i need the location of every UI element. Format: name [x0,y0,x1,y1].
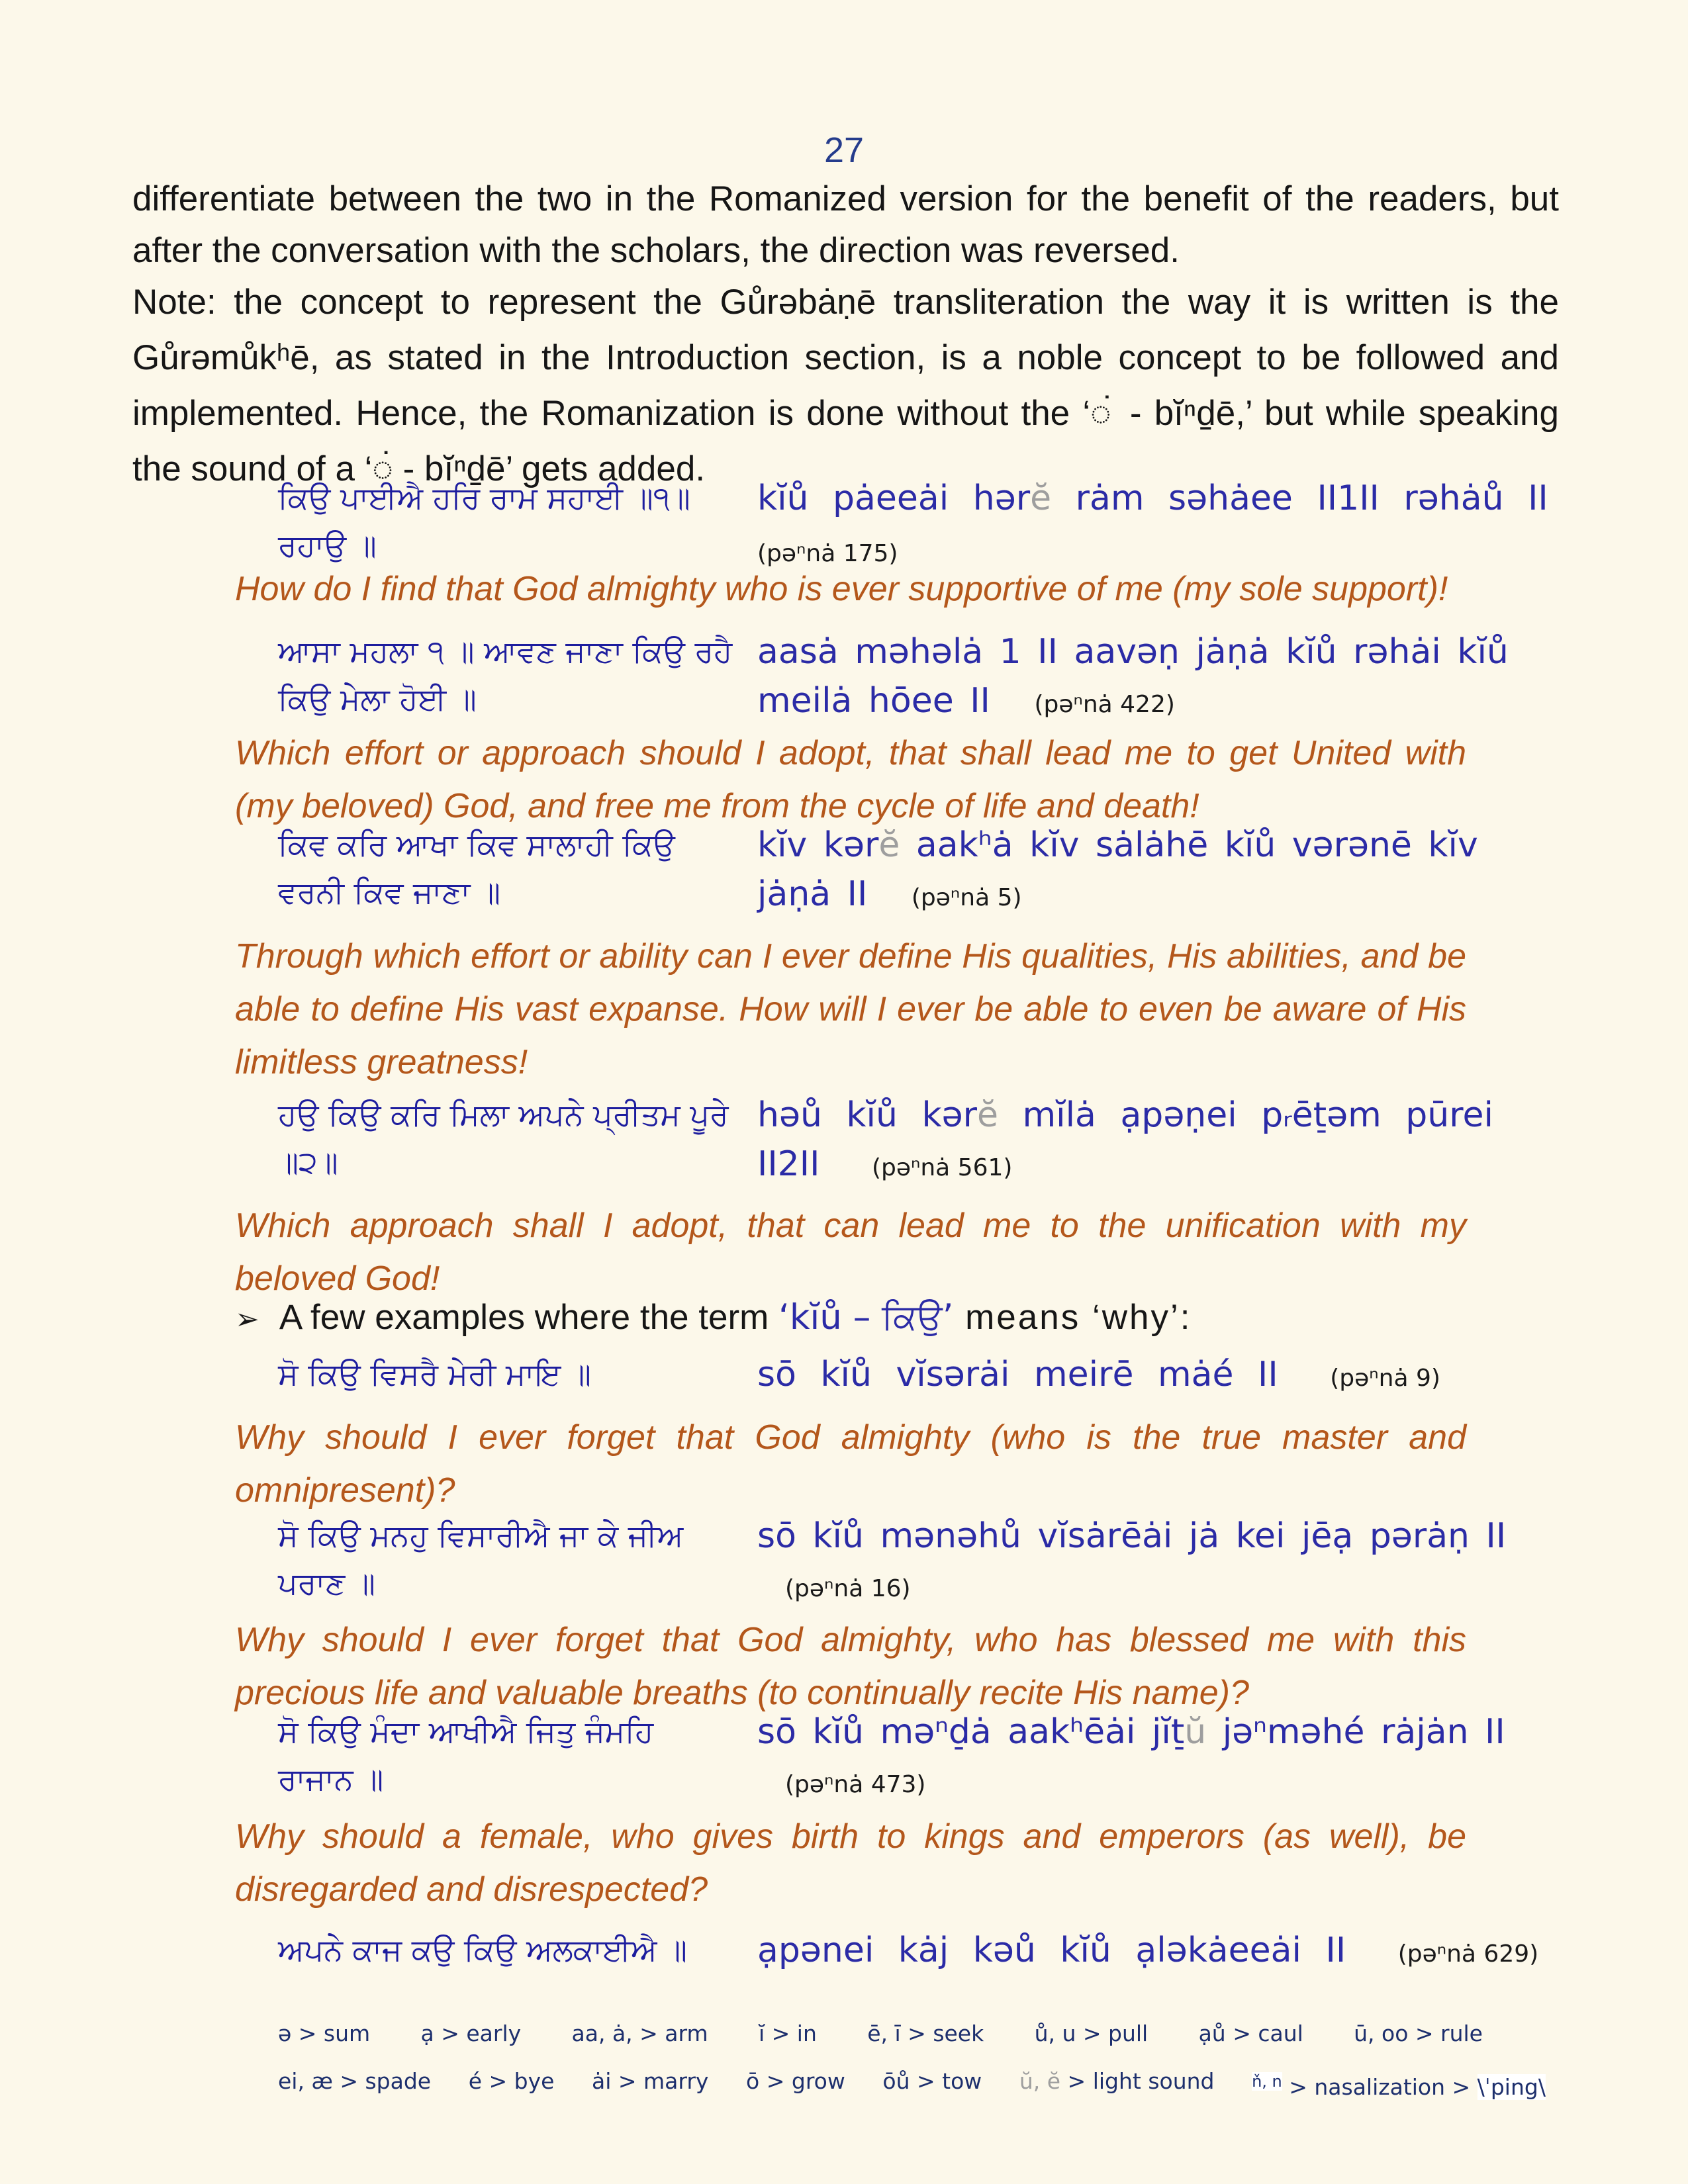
gurmukhi-text: ਕਿਉ ਪਾਈਐ ਹਰਿ ਰਾਮ ਸਹਾਈ ॥੧॥ ਰਹਾਉ ॥ [278,480,690,563]
roman-transliteration [757,821,1559,923]
roman-transliteration [757,1707,1559,1809]
verse-block [278,821,1559,923]
verse-block [278,1512,1559,1614]
roman-text: kĭv kərĕ aakʰȧ kĭv sȧlȧhē kĭů vərənē kĭv jȧṇȧ II [757,825,1478,914]
roman-transliteration [757,1091,1559,1193]
legend-item: ŭ, ĕ > light sound [1019,2068,1215,2094]
body-paragraph: differentiate between the two in the Romanized version for the benefit of the readers, but after the conversation with the scholars, the direction was reversed. [132,179,1559,270]
note-paragraph: Note: the concept to represent the Gůrəbȧṇē transliteration the way it is written is the Gůrəmůkʰē, as stated in the Introduction section, is a noble concept to be followed and implemented. Hence, the Romanization is done without the ‘◌̇ - bĭⁿd̠ē,’ but while speaking the sound of a ‘◌̇ - bĭⁿd̠ē’ gets added. [132,283,1559,488]
bullet-term: ‘kĭů – ਕਿਉ’ [778,1297,954,1338]
legend-item: ōů > tow [882,2068,982,2094]
panna-ref: (pəⁿnȧ 175) [757,540,898,567]
roman-text: sō kĭů mənəhů vĭsȧrēȧi jȧ kei jēạ pərȧṇ II [757,1516,1507,1556]
legend-item: ạ > early [420,2021,522,2046]
legend-item: ū, oo > rule [1354,2021,1483,2046]
roman-transliteration [757,1512,1559,1614]
legend-item: ə > sum [278,2021,371,2046]
gurmukhi-text: ਸੋ ਕਿਉ ਵਿਸਰੈ ਮੇਰੀ ਮਾਇ ॥ [278,1356,591,1392]
legend-item: ů, u > pull [1034,2021,1149,2046]
pronunciation-legend [278,2020,1546,2101]
translation-text: How do I find that God almighty who is ever supportive of me (my sole support)! [235,570,1448,608]
verse-block [278,1707,1559,1809]
bullet-item [235,1297,1466,1338]
roman-transliteration [757,1350,1559,1403]
verse-block [278,1350,1559,1403]
panna-ref: (pəⁿnȧ 16) [785,1575,911,1602]
translation-text: Which effort or approach should I adopt, that shall lead me to get United with (my beloved) God, and free me from the cycle of life and death! [235,734,1466,825]
roman-text: aasȧ məhəlȧ 1 II aavəṇ jȧṇȧ kĭů rəhȧi kĭů meilȧ hōee II [757,632,1509,721]
roman-text: sō kĭů məⁿd̠ȧ aakʰēȧi jĭt̠ŭ jəⁿməhé rȧjȧn II [757,1712,1505,1752]
gurmukhi-text: ਹਉ ਕਿਉ ਕਰਿ ਮਿਲਾ ਅਪਨੇ ਪ੍ਰੀਤਮ ਪੂਰੇ ॥੨॥ [278,1097,729,1180]
panna-ref: (pəⁿnȧ 9) [1330,1365,1440,1392]
panna-ref: (pəⁿnȧ 561) [871,1154,1013,1181]
roman-text: ạpənei kȧj kəů kĭů ạləkȧeeȧi II [757,1931,1346,1970]
roman-text: kĭů pȧeeȧi hərĕ rȧm səhȧee II1II rəhȧů II [757,478,1548,518]
translation-text: Why should I ever forget that God almighty (who is the true master and omnipresent)? [235,1418,1466,1510]
legend-item: é > bye [468,2068,555,2094]
gurmukhi-text: ਸੋ ਕਿਉ ਮਨਹੁ ਵਿਸਾਰੀਐ ਜਾ ਕੇ ਜੀਅ ਪਰਾਣ ॥ [278,1518,684,1601]
legend-item: $^{ň, n}$ > nasalization > \ˈping\ [1252,2072,1546,2100]
roman-transliteration [757,1926,1559,1979]
bullet-text-prefix: A few examples where the term [279,1298,778,1337]
translation-text: Why should a female, who gives birth to kings and emperors (as well), be disregarded and disrespected? [235,1817,1466,1909]
gurmukhi-text: ਕਿਵ ਕਰਿ ਆਖਾ ਕਿਵ ਸਾਲਾਹੀ ਕਿਉ ਵਰਨੀ ਕਿਵ ਜਾਣਾ ॥ [278,827,675,910]
panna-ref: (pəⁿnȧ 5) [911,884,1022,911]
legend-item: ei, æ > spade [278,2068,432,2094]
gurmukhi-text: ਸੋ ਕਿਉ ਮੰਦਾ ਆਖੀਐ ਜਿਤੁ ਜੰਮਹਿ ਰਾਜਾਨ ॥ [278,1713,654,1797]
legend-item: ĭ > in [759,2021,817,2046]
gurmukhi-text: ਅਪਨੇ ਕਾਜ ਕਉ ਕਿਉ ਅਲਕਾਈਐ ॥ [278,1932,688,1968]
translation-text: Why should I ever forget that God almighty, who has blessed me with this precious life and valuable breaths (to continually recite His name)? [235,1621,1466,1712]
translation-text: Through which effort or ability can I ever define His qualities, His abilities, and be able to define His vast expanse. How will I ever be able to even be aware of His limitless greatness! [235,937,1466,1081]
page-number: 27 [823,130,865,170]
verse-block [278,627,1559,729]
legend-item: aa, ȧ, > arm [571,2021,708,2046]
legend-row-1 [278,2020,1546,2048]
translation-text: Which approach shall I adopt, that can lead me to the unification with my beloved God! [235,1206,1466,1298]
verse-block [278,1091,1559,1193]
roman-text: sō kĭů vĭsərȧi meirē mȧé II [757,1355,1278,1394]
bullet-text-suffix: means ‘why’: [953,1298,1192,1337]
panna-ref: (pəⁿnȧ 473) [785,1771,926,1798]
legend-item: ō > grow [746,2068,845,2094]
legend-row-2 [278,2068,1546,2101]
roman-text: həů kĭů kərĕ mĭlȧ ạpəṇei pᵣēt̠əm pūrei II2II [757,1095,1493,1184]
verse-block [278,1926,1559,1979]
panna-ref: (pəⁿnȧ 629) [1397,1940,1539,1968]
roman-transliteration [757,627,1559,729]
legend-item: ȧi > marry [591,2068,709,2094]
gurmukhi-text: ਆਸਾ ਮਹਲਾ ੧ ॥ ਆਵਣ ਜਾਣਾ ਕਿਉ ਰਹੈ ਕਿਉ ਮੇਲਾ ਹੋਈ ॥ [278,633,733,717]
legend-item: ē, ī > seek [867,2021,984,2046]
bullet-text [279,1297,1192,1338]
bullet-arrow-icon: ➢ [235,1303,259,1336]
legend-item: ạů > caul [1198,2021,1303,2046]
panna-ref: (pəⁿnȧ 422) [1034,691,1175,718]
